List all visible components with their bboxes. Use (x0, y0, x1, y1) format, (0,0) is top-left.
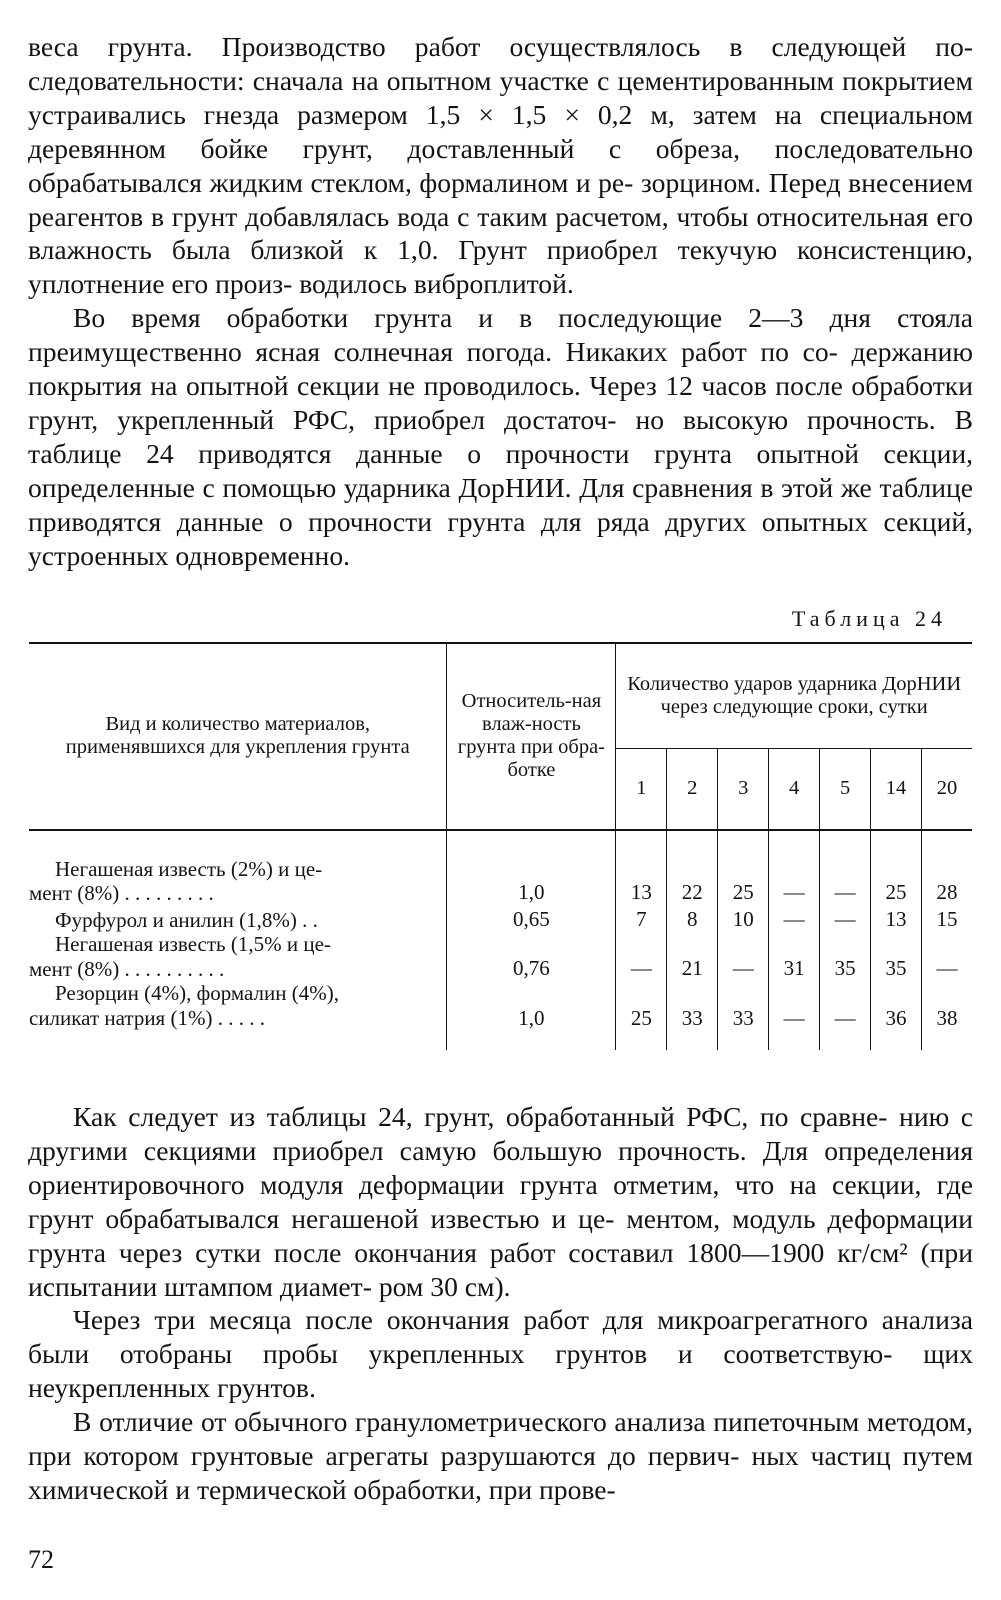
value-cell: 13 (871, 906, 922, 933)
humidity-cell: 0,76 (447, 932, 616, 981)
page-number: 72 (28, 1544, 54, 1574)
value-cell: 35 (820, 932, 871, 981)
value-cell: 35 (871, 932, 922, 981)
text-line: Через три месяца после окончания работ для микроагрегатного (73, 1304, 868, 1336)
text-line: что на секции, где грунт обрабатывался негашеной известью и це- (28, 1168, 974, 1234)
table-row (29, 906, 972, 933)
value-cell: 33 (667, 981, 718, 1050)
document-page (28, 30, 973, 1575)
column-header-day: 20 (921, 748, 972, 830)
text-line: покрытием устраивались гнезда размером 1,5 × 1,5 × 0,2 м, затем (28, 64, 974, 130)
text-line: ром 30 см). (378, 1270, 511, 1302)
text-after-table (28, 1100, 973, 1507)
material-cell (29, 932, 447, 981)
text-line: веса грунта. Производство работ осуществлялось в следующей по- (28, 31, 973, 62)
column-header-day: 5 (820, 748, 871, 830)
value-cell: 31 (769, 932, 820, 981)
value-cell: 25 (630, 1005, 652, 1030)
value-cell: 13 (616, 830, 667, 906)
text-line: ДорНИИ. Для сравнения в этой же таблице приводятся данные (28, 471, 973, 537)
column-header-day: 3 (718, 748, 769, 830)
material-line: силикат натрия (1%) . . . . . (29, 1005, 265, 1030)
material-line: Негашеная известь (1,5% и це- (55, 932, 331, 956)
value-cell: 15 (921, 906, 972, 933)
material-cell (29, 830, 447, 906)
text-line: но высокую прочность. В таблице 24 приводятся данные о прочности (28, 403, 973, 469)
humidity-cell: 1,0 (447, 981, 616, 1050)
text-line: к 1,0. Грунт приобрел текучую консистенцию, уплотнение его произ- (28, 234, 973, 300)
text-line: зорцином. Перед внесением реагентов в грунт добавлялась вода с (28, 166, 973, 232)
text-line: методом, при котором грунтовые агрегаты разрушаются до первич- (28, 1406, 973, 1472)
text-line: держанию покрытия на опытной секции не проводилось. Через 12 (28, 336, 973, 402)
value-cell: — (769, 981, 820, 1050)
paragraph (28, 1303, 973, 1405)
value-cell: — (820, 830, 871, 906)
paragraph (28, 301, 973, 572)
value-cell: 21 (667, 932, 718, 981)
humidity-cell: 1,0 (447, 830, 616, 906)
text-line: водилось виброплитой. (299, 268, 574, 300)
text-line: Во время обработки грунта и в последующие 2—3 дня стояла (73, 302, 973, 334)
value-cell: — (921, 932, 972, 981)
text-line: определения ориентировочного модуля деформации грунта отметим, (28, 1134, 974, 1200)
value-cell: 25 (871, 830, 922, 906)
value-cell: 38 (921, 981, 972, 1050)
text-line: преимущественно ясная солнечная погода. Никаких работ по со- (28, 336, 838, 368)
text-line: анализа были отобраны пробы укрепленных грунтов и соответствую- (28, 1304, 973, 1370)
value-cell: 25 (718, 830, 769, 906)
material-cell (29, 981, 447, 1050)
value-cell: 22 (667, 830, 718, 906)
value-cell: — (820, 981, 871, 1050)
text-line: одновременно. (175, 539, 351, 571)
value-cell: — (630, 955, 652, 980)
text-line: грунта опытной секции, определенные с помощью ударника (28, 437, 974, 503)
material-line: Негашеная известь (2%) и це- (55, 856, 323, 881)
table-row (29, 932, 972, 981)
paragraph (28, 1100, 973, 1303)
value-cell: 36 (871, 981, 922, 1050)
text-line: на специальном деревянном бойке грунт, доставленный с обреза, (28, 98, 973, 164)
column-header-humidity: Относитель-ная влаж-ность грунта при обра-ботке (447, 643, 616, 830)
text-line: последовательно обрабатывался жидким стеклом, формалином и ре- (28, 132, 973, 198)
value-cell: 10 (718, 906, 769, 933)
text-line: щих неукрепленных грунтов. (28, 1338, 973, 1404)
material-line: мент (8%) . . . . . . . . . (29, 881, 214, 905)
text-line: следовательности: сначала на опытном участке с цементированным (28, 64, 834, 96)
column-header-day: 2 (667, 748, 718, 830)
column-header-day: 4 (769, 748, 820, 830)
text-line: о прочности грунта для ряда других опытных секций, устроенных (28, 505, 973, 571)
text-before-table (28, 30, 973, 573)
value-cell: — (769, 830, 820, 906)
value-cell: — (820, 906, 871, 933)
table-caption: Таблица 24 (791, 605, 947, 631)
value-cell: 8 (667, 906, 718, 933)
text-line: таким расчетом, чтобы относительная его влажность была близкой (28, 200, 974, 266)
text-line: ментом, модуль деформации грунта через сутки после окончания (28, 1202, 973, 1268)
text-line: ных частиц путем химической и термической обработки, при прове- (28, 1440, 973, 1505)
text-line: В отличие от обычного гранулометрического анализа пипеточным (73, 1406, 860, 1438)
material-cell (29, 906, 447, 933)
value-cell: — (769, 906, 820, 933)
value-cell: 33 (718, 981, 769, 1050)
table-row (29, 830, 972, 906)
column-header-material: Вид и количество материалов, применявшихся для укрепления грунта (29, 643, 447, 830)
paragraph (28, 1405, 973, 1507)
material-line: Резорцин (4%), формалин (4%), (55, 981, 339, 1005)
text-line: работ составил 1800—1900 кг/см² (при испытании штампом диамет- (28, 1236, 973, 1302)
column-header-blows: Количество ударов ударника ДорНИИ через следующие сроки, сутки (616, 643, 972, 749)
column-header-day: 1 (636, 777, 647, 799)
value-cell: 7 (636, 906, 647, 931)
paragraph (28, 30, 973, 301)
value-cell: — (718, 932, 769, 981)
material-line: мент (8%) . . . . . . . . . . (29, 956, 225, 981)
humidity-cell: 0,65 (447, 906, 616, 933)
table-row (29, 981, 972, 1050)
column-header-day: 14 (871, 748, 922, 830)
value-cell: 28 (921, 830, 972, 906)
text-line: нию с другими секциями приобрел самую большую прочность. Для (28, 1101, 973, 1166)
material-line: Фурфурол и анилин (1,8%) . . (55, 907, 318, 932)
text-line: часов после обработки грунт, укрепленный РФС, приобрел достаточ- (28, 370, 973, 435)
text-line: Как следует из таблицы 24, грунт, обработанный РФС, по сравне- (73, 1101, 888, 1132)
data-table (29, 642, 972, 1051)
